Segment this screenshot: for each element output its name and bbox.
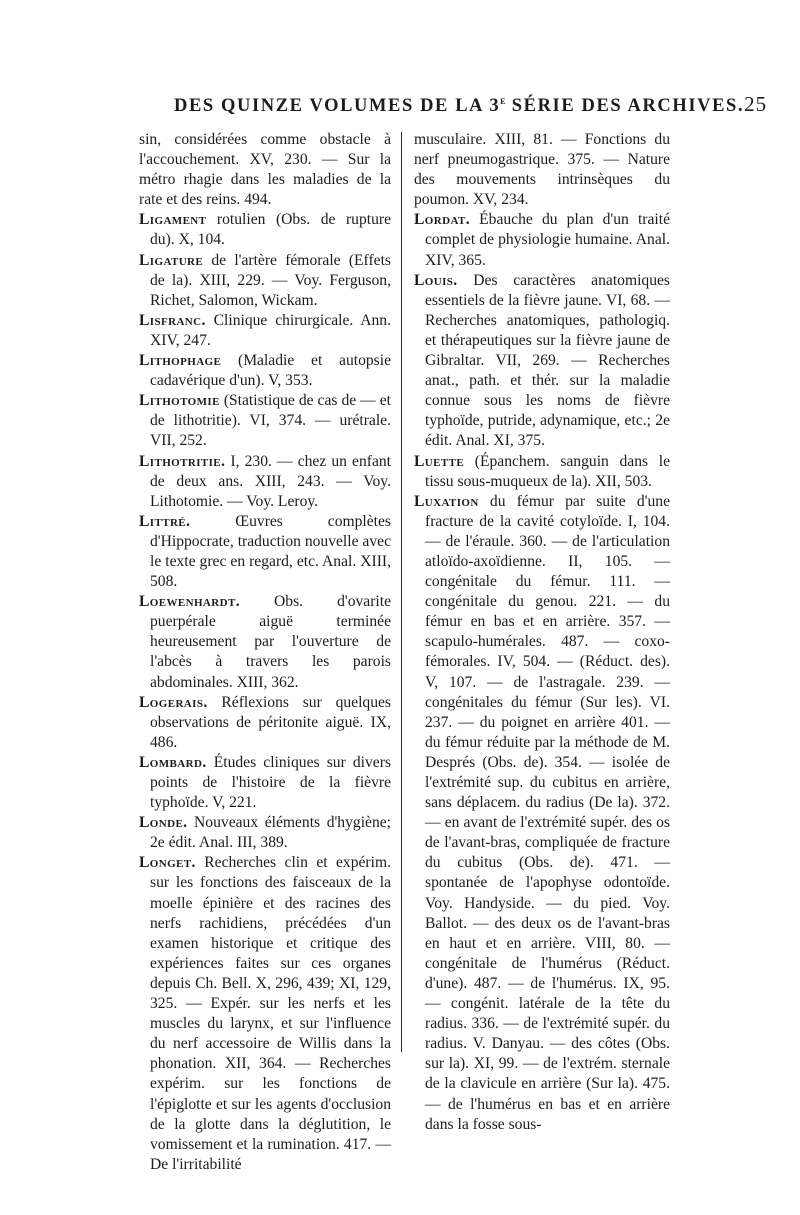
index-entry [414,452,670,492]
entry-headword: Lithotritie. [139,452,226,470]
entry-headword: Luette [414,452,465,470]
running-title-superscript: e [500,95,506,107]
entry-text: de l'artère fémorale (Effets de la). XIII, 229. — Voy. Ferguson, Richet, Salomon, Wickam. [150,251,391,309]
entry-headword: Londe. [139,814,188,832]
entry-headword: Ligature [139,251,204,269]
entry-headword: Longet. [139,854,196,872]
entry-text: Des caractères anatomiques essentiels de la fièvre jaune. VI, 68. — Recherches anatomiques, pathologiq. et thérapeutiques sur la fièvre jaune de Gibraltar. VII, 269. — Recherches anat., path. et thér. sur la maladie connue sous les noms de fièvre typhoïde, putride, adynamique, etc.; 2e édit. Anal. XI, 375. [425,271,670,450]
right-column [414,130,670,1135]
index-entry [139,130,391,210]
index-entry [139,512,391,592]
entry-text: (Statistique de cas de — et de lithotritie). VI, 374. — urétrale. VII, 252. [150,392,391,450]
entry-text: du fémur par suite d'une fracture de la cavité cotyloïde. I, 104. — de l'éraule. 360. — de l'articulation atloïdo-axoïdienne. II, 105. — congénitale du fémur. 111. — congénitale du genou. 221. — du fémur en bas et en arrière. 357. — scapulo-humérales. 487. — coxo-fémorales. IV, 504. — (Réduct. des). V, 107. — de l'astragale. 239. — congénitales du fémur (Sur les). VI. 237. — du poignet en arrière 401. — du fémur réduite par la méthode de M. Després (Obs. de). 354. — isolée de l'extrémité sup. du cubitus en arrière, sans déplacem. du radius (De la). 372. — en avant de l'extrémité supér. des os de l'avant-bras, compliquée de fracture du cubitus (Obs. de). 471. — spontanée de l'apophyse odontoïde. Voy. Handyside. — du pied. Voy. Ballot. — des deux os de l'avant-bras en haut et en arrière. VIII, 80. — congénitale de l'humérus (Réduct. d'une). 487. — de l'humérus. IX, 95. — congénit. latérale de la tête du radius. 336. — de l'extrémité supér. du radius. V. Danyau. — des côtes (Obs. sur la). XI, 99. — de l'extrém. sternale de la clavicule en arrière (Sur la). 475. — de l'humérus en bas et en arrière dans la fosse sous- [425,492,670,1133]
index-entry [139,452,391,512]
index-entry [414,271,670,452]
entry-text: musculaire. XIII, 81. — Fonctions du nerf pneumogastrique. 375. — Nature des mouvements intrinsèques du poumon. XV, 234. [414,131,670,209]
running-title-end: SÉRIE DES ARCHIVES. [505,96,745,116]
index-entry [414,210,670,270]
entry-text: sin, considérées comme obstacle à l'accouchement. XV, 230. — Sur la métro rhagie dans les maladies de la rate et des reins. 494. [139,131,391,209]
entry-text: Études cliniques sur divers points de l'histoire de la fièvre typhoïde. V, 221. [150,753,391,812]
index-entry [139,251,391,311]
entry-headword: Lordat. [414,211,471,229]
entry-headword: Luxation [414,492,479,510]
entry-headword: Lithophage [139,352,222,370]
page-number: 25 [744,92,768,116]
entry-text: (Maladie et autopsie cadavérique d'un). V, 353. [150,352,391,390]
entry-headword: Louis. [414,271,458,289]
index-entry [139,853,391,1175]
entry-headword: Loewenhardt. [139,593,240,611]
entry-text: Obs. d'ovarite puerpérale aiguë terminée heureusement par l'ouverture de l'abcès à travers les parois abdominales. XIII, 362. [150,593,391,691]
entry-text: Réflexions sur quelques observations de péritonite aiguë. IX, 486. [150,693,391,751]
index-entry [139,210,391,250]
page-header [140,92,768,122]
index-entry [139,351,391,391]
entry-headword: Ligament [139,211,207,229]
entry-text: Clinique chirurgicale. Ann. XIV, 247. [150,311,391,349]
entry-text: Nouveaux éléments d'hygiène; 2e édit. Anal. III, 389. [150,814,391,852]
entry-headword: Logerais. [139,693,208,711]
entry-text: rotulien (Obs. de rupture du). X, 104. [150,211,391,249]
running-title-text: DES QUINZE VOLUMES DE LA 3 [174,96,501,116]
entry-text: (Épanchem. sanguin dans le tissu sous-muqueux de la). XII, 503. [425,452,670,490]
entry-text: I, 230. — chez un enfant de deux ans. XIII, 243. — Voy. Lithotomie. — Voy. Leroy. [150,452,391,510]
entry-headword: Littré. [139,512,191,530]
left-column [139,130,391,1175]
index-entry [139,311,391,351]
entry-headword: Lisfranc. [139,311,206,329]
entry-text: Ébauche du plan d'un traité complet de physiologie humaine. Anal. XIV, 365. [425,211,670,269]
index-entry [139,693,391,753]
column-divider [401,132,402,1052]
index-entry [139,391,391,451]
entry-headword: Lithotomie [139,392,220,410]
entry-headword: Lombard. [139,753,207,771]
index-entry [414,130,670,210]
index-entry [139,753,391,813]
running-title [174,95,744,117]
index-entry [414,492,670,1135]
index-entry [139,813,391,853]
entry-text: Recherches clin et expérim. sur les fonctions des faisceaux de la moelle épinière et des racines des nerfs rachidiens, précédées d'un examen historique et critique des expériences faites sur ces organes depuis Ch. Bell. X, 296, 439; XI, 129, 325. — Expér. sur les nerfs et les muscles du larynx, et sur l'influence du nerf accessoire de Willis dans la phonation. XII, 364. — Recherches expérim. sur les fonctions de l'épiglotte et sur les agents d'occlusion de la glotte dans la déglutition, le vomissement et la rumination. 417. — De l'irritabilité [150,854,391,1173]
entry-text: Œuvres complètes d'Hippocrate, traduction nouvelle avec le texte grec en regard, etc. Anal. XIII, 508. [150,512,391,591]
index-entry [139,592,391,692]
